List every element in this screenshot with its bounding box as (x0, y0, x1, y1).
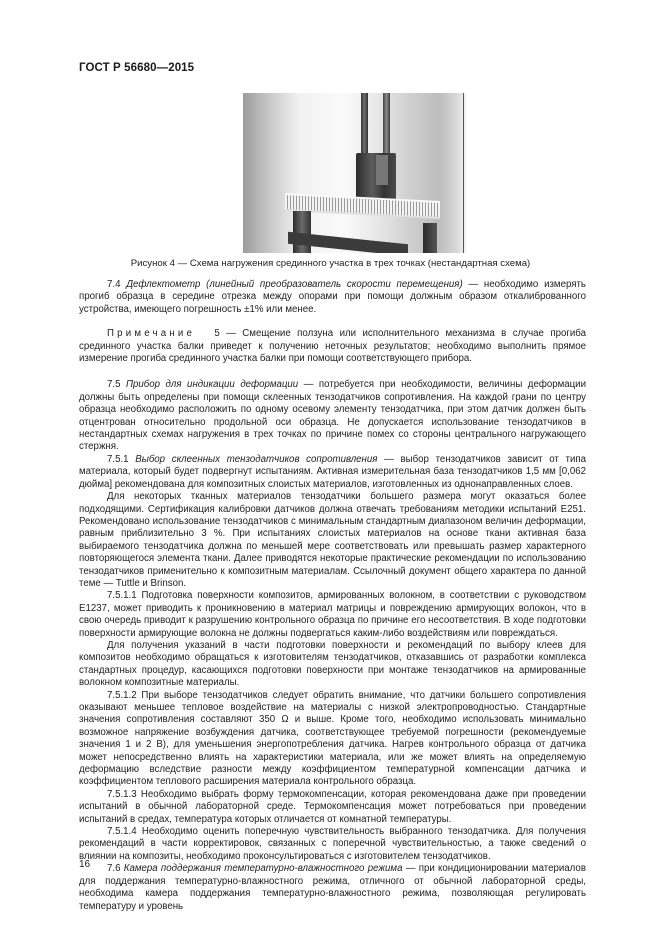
support-right (423, 223, 437, 253)
paragraph-7-5-1-1: 7.5.1.1 Подготовка поверхности композитов, армированных волокном, в соответствии с руководством E1237, может приводить к проникновению в материал матрицы и повреждению армирующих волокон, что в свою очередь приводит к разрушению контрольного образца по причине его несоответствия. В ходе подготовки поверхности армирующие волокна не должны подвергаться каким-либо воздействиям или повреждаться. (79, 590, 586, 639)
section-text: — при кондиционировании материалов для поддержания температурно-влажностного режима, отличного от обычной лабораторной среды, необходима камера поддержания температурно-влажностного режима, позволяющая регулировать температуру и уровень (79, 863, 586, 912)
note-label: Примечание (107, 328, 196, 340)
paragraph-7-5 (79, 379, 586, 453)
paragraph-7-4 (79, 279, 586, 316)
section-number: 7.5.1 (107, 453, 136, 465)
section-number: 7.6 (107, 863, 124, 875)
clamp-detail (376, 155, 388, 185)
section-text: — потребуется при необходимости, величины деформации должны быть определены при помощи склеенных тензодатчиков сопротивления. На каждой грани по центру образца необходимо расположить по одному осевому элементу тензодатчика, при этом датчик должен быть отцентрован относительно продольной оси образца. Не допускается использование тензодатчиков в нестандартных схемах нагружения в трех точках по причине помех со стороны центрального нагружающего стержня. (79, 379, 587, 453)
section-term: Прибор для индикации деформации (126, 379, 299, 391)
section-term: Камера поддержания температурно-влажностного режима (123, 863, 403, 875)
section-number: 7.5 (107, 379, 126, 391)
section-term: Дефлектометр (линейный преобразователь скорости перемещения) (126, 279, 463, 290)
section-text: — необходимо измерять прогиб образца в середине отрезка между опорами при помощи должным образом откалиброванного устройства, имеющего погрешность ±1% или менее. (79, 279, 586, 315)
paragraph-7-5-1-3: 7.5.1.3 Необходимо выбрать форму термокомпенсации, которая рекомендована даже при проведении испытаний в обычной лабораторной среде. Термокомпенсация может потребоваться при проведении испытаний в средах, температура которых отличается от комнатной температуры. (79, 788, 586, 825)
figure-photo (243, 93, 466, 253)
section-number: 7.4 (107, 279, 127, 290)
frame-edge (463, 93, 465, 253)
section-term: Выбор склеенных тензодатчиков сопротивления (135, 453, 378, 465)
paragraph-surface-guidance: Для получения указаний в части подготовки поверхности и рекомендаций по выбору клеев для композитов необходимо обращаться к изготовителям тензодатчиков, отказавшись от разработки комплекса стандартных процедур, касающихся подготовки поверхности при монтаже тензодатчиков на армированные волокном композитные материалы. (79, 639, 586, 689)
section-text: — выбор тензодатчиков зависит от типа материала, который будет подвергнут испытаниям. Активная измерительная база тензодатчиков 1,5 мм [0,062 дюйма] рекомендована для композитных слоистых материалов, изготовленных из однонаправленных слоев. (79, 453, 586, 490)
note-5 (79, 328, 586, 365)
document-header: ГОСТ Р 56680—2015 (79, 62, 195, 74)
paragraph-7-5-1-2: 7.5.1.2 При выборе тензодатчиков следует обратить внимание, что датчики большего сопротивления оказывают меньшее тепловое воздействие на материалы с низкой электропроводностью. Стандартные значения сопротивления составляют 350 Ω и выше. Кроме того, необходимо использовать минимально возможное напряжение возбуждения датчика, соответствующее требуемой погрешности (рекомендуемые значения 1 и 2 В), для уменьшения энергопотребления датчика. Нагрев контрольного образца от датчика может непосредственно влиять на характеристики материала, или же может влиять на определяемую деформацию вследствие разности между коэффициентом температурной компенсации датчика и коэффициентом теплового расширения материала контрольного образца. (79, 689, 586, 788)
page-number: 16 (79, 859, 91, 870)
figure-caption: Рисунок 4 — Схема нагружения срединного участка в трех точках (нестандартная схема) (130, 258, 531, 269)
paragraph-woven-materials: Для некоторых тканных материалов тензодатчики большего размера могут оказаться более подходящими. Сертификация калибровки датчиков должна отвечать требованиям методики испытаний E251. Рекомендовано использование тензодатчиков с минимальным стандартным диапазоном величин деформации, равным приблизительно 3 %. При испытаниях слоистых материалов на основе ткани активная база выбираемого тензодатчика должна по меньшей мере соответствовать или превышать размер характерного повторяющегося элемента ткани. Далее приводятся некоторые практические рекомендации по использованию тензодатчиков применительно к композитным материалам. Ссылочный документ общего характера по данной теме — Tuttle и Brinson. (79, 491, 586, 589)
note-text: 5 — Смещение ползуна или исполнительного механизма в случае прогиба срединного участка балки приведет к получению неточных результатов; необходимо выполнить прямое измерение прогиба срединного участка балки при помощи соответствующего прибора. (79, 328, 586, 365)
document-body (79, 279, 586, 913)
paragraph-7-6 (79, 863, 586, 913)
paragraph-7-5-1 (79, 454, 586, 491)
paragraph-7-5-1-4: 7.5.1.4 Необходимо оценить поперечную чувствительность выбранного тензодатчика. Для получения рекомендаций в части корректировок, связанных с поперечной чувствительностью, а также сведений о влиянии на композиты, необходимо проконсультироваться с изготовителем тензодатчиков. (79, 826, 586, 862)
